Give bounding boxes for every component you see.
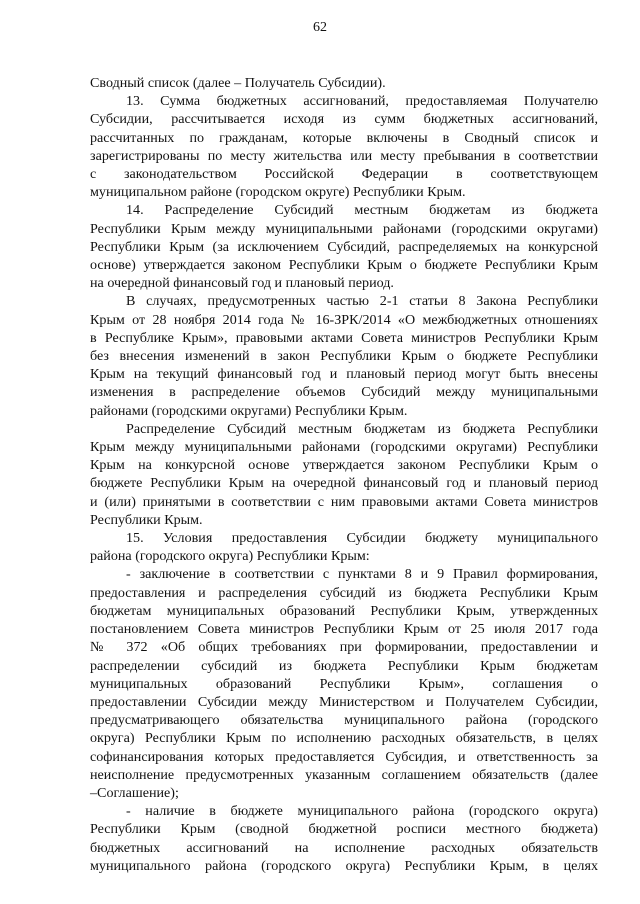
text-line: Крым между муниципальными районами (городскими округами) Республики [90,439,598,456]
page-number: 62 [313,20,327,35]
text-line: зарегистрированы по месту жительства или месту пребывания в соответствии [90,147,598,164]
text-line: на очередной финансовый год и плановый период. [90,275,394,292]
text-line: муниципального района (городского округа) Республики Крым, в целях [90,857,598,874]
text-line: постановлением Совета министров Республики Крым от 25 июля 2017 года [90,621,598,638]
text-line: основе) утверждается законом Республики Крым о бюджете Республики Крым [90,257,598,274]
text-line: муниципальных образований Республики Крым», соглашения о [90,675,598,692]
document-body [90,74,598,875]
text-line: 13. Сумма бюджетных ассигнований, предоставляемая Получателю [126,93,598,110]
text-line: района (городского округа) Республики Крым: [90,548,370,565]
text-line: бюджетных ассигнований на исполнение расходных обязательств [90,839,598,856]
text-line: Субсидии, рассчитывается исходя из сумм бюджетных ассигнований, [90,111,598,128]
text-line: и (или) принятыми в соответствии с ним правовыми актами Совета министров [90,493,598,510]
text-line: Республики Крым (за исключением Субсидий, распределяемых на конкурсной [90,238,598,255]
text-line: изменения в распределение объемов Субсидий между муниципальными [90,384,598,401]
text-line: Распределение Субсидий местным бюджетам из бюджета Республики [126,420,598,437]
text-line: Республики Крым (сводной бюджетной росписи местного бюджета) [90,821,598,838]
text-line: неисполнение предусмотренных указанным соглашением обязательств (далее [90,766,598,783]
text-line: районами (городскими округами) Республики Крым. [90,402,408,419]
text-line: распределении субсидий из бюджета Республики Крым бюджетам [90,657,598,674]
text-line: Республики Крым между муниципальными районами (городскими округами) [90,220,598,237]
text-line: Сводный список (далее – Получатель Субсидии). [90,75,386,91]
text-line: Республики Крым. [90,511,203,528]
text-line: предоставления и распределения субсидий из бюджета Республики Крым [90,584,598,601]
text-line: 15. Условия предоставления Субсидии бюджету муниципального [126,530,598,547]
text-line: - заключение в соответствии с пунктами 8 и 9 Правил формирования, [126,566,598,583]
text-line: округа) Республики Крым по исполнению расходных обязательств, в целях [90,730,598,747]
text-line: Крым на конкурсной основе утверждается законом Республики Крым о [90,457,598,474]
text-line: № 372 «Об общих требованиях при формировании, предоставлении и [90,639,598,656]
text-line: с законодательством Российской Федерации в соответствующем [90,166,598,183]
text-line: - наличие в бюджете муниципального района (городского округа) [126,803,598,820]
text-line: софинансирования которых предоставляется Субсидия, и ответственность за [90,748,598,765]
text-line: муниципальном районе (городском округе) Республики Крым. [90,184,466,201]
text-line: –Соглашение); [90,784,179,801]
text-line: в Республике Крым», правовыми актами Совета министров Республики Крым [90,329,598,346]
text-line: предусматривающего обязательства муниципального района (городского [90,712,598,729]
text-line: Крым на текущий финансовый год и плановый период могут быть внесены [90,366,598,383]
text-line: рассчитанных по гражданам, которые включены в Сводный список и [90,129,598,146]
text-line: бюджете Республики Крым на очередной финансовый год и плановый период [90,475,598,492]
text-line: 14. Распределение Субсидий местным бюджетам из бюджета [126,202,598,219]
text-line: предоставлении Субсидии между Министерством и Получателем Субсидии, [90,693,598,710]
text-line: Крым от 28 ноября 2014 года № 16-ЗРК/2014 «О межбюджетных отношениях [90,311,598,328]
text-line: без внесения изменений в закон Республики Крым о бюджете Республики [90,348,598,365]
text-line: бюджетам муниципальных образований Республики Крым, утвержденных [90,602,598,619]
text-line: В случаях, предусмотренных частью 2-1 статьи 8 Закона Республики [126,293,598,310]
